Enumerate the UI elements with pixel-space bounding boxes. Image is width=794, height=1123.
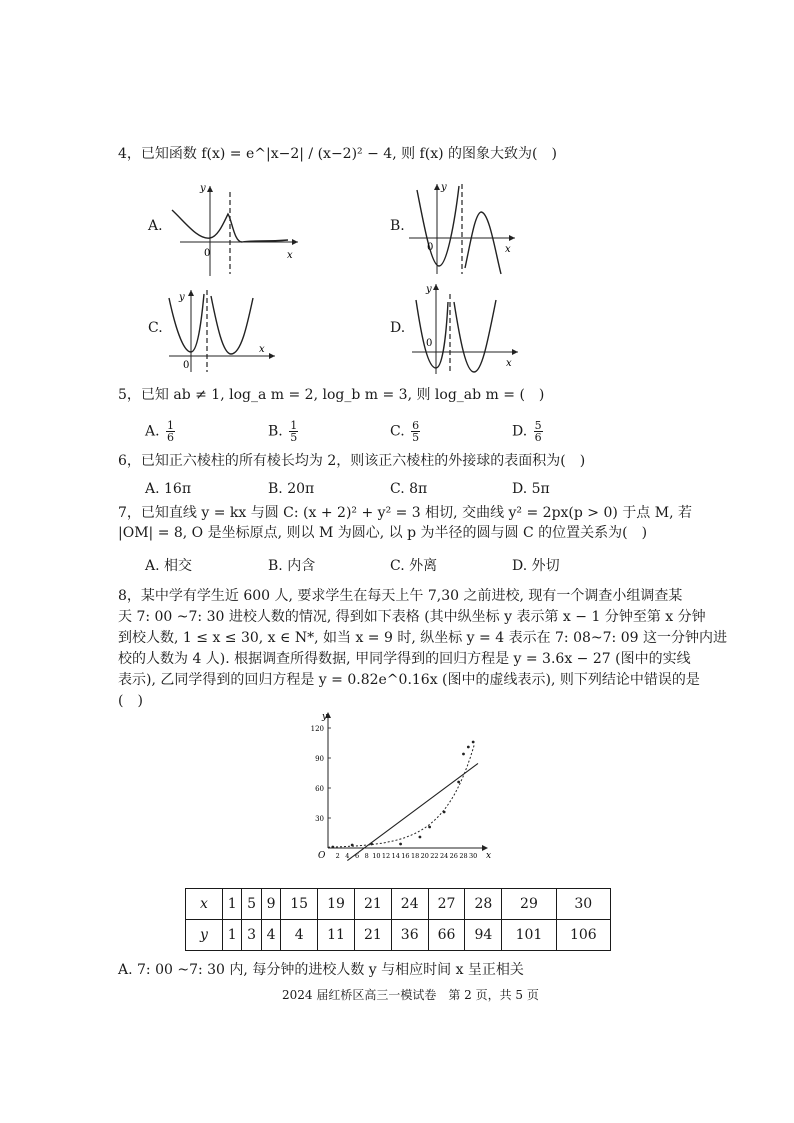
q4-graph-a-x-label: x — [287, 250, 293, 261]
q4-graph-d-origin: 0 — [426, 338, 433, 349]
x-tick-label: 16 — [401, 852, 410, 860]
q7-option-a[interactable]: A. 相交 — [145, 558, 193, 574]
q8-line-3: 到校人数, 1 ≤ x ≤ 30, x ∈ N*, 如当 x = 9 时, 纵坐标 y = 4 表示在 7: 08~7: 09 这一分钟内进 — [118, 630, 727, 646]
dashed-regression-curve — [328, 744, 475, 848]
solid-regression-line — [347, 763, 478, 860]
data-point — [351, 844, 354, 847]
q8-line-2: 天 7: 00 ~7: 30 进校人数的情况, 得到如下表格 (其中纵坐标 y 表示第 x − 1 分钟至第 x 分钟 — [118, 609, 706, 625]
table-cell: 1 — [223, 920, 242, 951]
q8-line-6: ( ) — [118, 693, 143, 709]
q4-stem-text: 4，已知函数 f(x) = e^|x−2| / (x−2)² − 4, 则 f(x) 的图象大致为( ) — [118, 146, 557, 162]
table-cell: 1 — [223, 889, 242, 920]
data-point — [331, 846, 334, 849]
table-row-header: x — [186, 889, 223, 920]
y-axis-label: y — [322, 712, 328, 722]
table-cell: 4 — [261, 920, 280, 951]
table-cell: 21 — [354, 920, 391, 951]
q4-option-d-label[interactable]: D. — [390, 320, 406, 336]
y-tick-label: 30 — [315, 815, 324, 823]
q5-option-b[interactable]: B. $\frac{1}{5}$ — [268, 419, 298, 444]
q5-stem: 5，已知 ab ≠ 1, log_a m = 2, log_b m = 3, 则 log_ab m = ( ) — [118, 387, 545, 403]
q5-option-d-fraction: $\frac{5}{6}$ — [534, 419, 542, 444]
q6-option-d[interactable]: D. 5π — [512, 481, 550, 497]
q4-graph-c-x-label: x — [259, 344, 265, 355]
table-row — [186, 920, 611, 951]
chart-fits — [328, 744, 478, 861]
q4-option-c-label[interactable]: C. — [148, 320, 163, 336]
q4-graph-b-y-label: y — [441, 182, 447, 193]
q4-graph-b[interactable] — [405, 180, 520, 276]
x-tick-label: 22 — [430, 852, 439, 860]
q4-graph-d-x-label: x — [506, 358, 512, 369]
y-tick-label: 120 — [310, 725, 324, 733]
table-cell: 4 — [281, 920, 318, 951]
data-point — [428, 826, 431, 829]
q5-option-b-fraction: $\frac{1}{5}$ — [290, 419, 298, 444]
table-cell: 27 — [428, 889, 465, 920]
q4-graph-d-y-label: y — [426, 284, 432, 295]
x-tick-label: 18 — [410, 852, 420, 860]
x-tick-label: 10 — [372, 852, 381, 860]
table-cell: 36 — [391, 920, 428, 951]
q6-stem: 6，已知正六棱柱的所有棱长均为 2，则该正六棱柱的外接球的表面积为( ) — [118, 453, 586, 469]
table-cell: 11 — [318, 920, 355, 951]
q8-line-5: 表示), 乙同学得到的回归方程是 y = 0.82e^0.16x (图中的虚线表示), 则下列结论中错误的是 — [118, 672, 700, 688]
x-tick-label: 4 — [345, 852, 350, 860]
table-cell: 101 — [502, 920, 556, 951]
table-cell: 5 — [242, 889, 261, 920]
q4-graph-d[interactable] — [408, 280, 523, 376]
table-cell: 28 — [465, 889, 502, 920]
x-tick-label: 30 — [469, 852, 478, 860]
page-footer: 2024 届红桥区高三一模试卷 第 2 页，共 5 页 — [282, 988, 539, 1002]
table-row — [186, 889, 611, 920]
q8-line-1: 8，某中学有学生近 600 人, 要求学生在每天上午 7,30 之前进校, 现有一个调查小组调查某 — [118, 588, 683, 604]
data-point — [443, 811, 446, 814]
q5-option-c[interactable]: C. $\frac{6}{5}$ — [390, 419, 420, 444]
x-tick-label: 26 — [449, 852, 458, 860]
q4-graph-c[interactable] — [165, 286, 280, 376]
table-cell: 106 — [556, 920, 610, 951]
x-tick-label: 12 — [381, 852, 391, 860]
table-cell: 9 — [261, 889, 280, 920]
q4-graph-a[interactable] — [170, 182, 302, 278]
data-point — [399, 843, 402, 846]
x-tick-label: 2 — [335, 852, 340, 860]
q7-line2: |OM| = 8, O 是坐标原点, 则以 M 为圆心, 以 p 为半径的圆与圆 C 的位置关系为( ) — [118, 525, 648, 541]
q7-option-b[interactable]: B. 内含 — [268, 558, 316, 574]
origin-label: O — [318, 851, 326, 861]
q7-option-d[interactable]: D. 外切 — [512, 558, 560, 574]
q6-option-c[interactable]: C. 8π — [390, 481, 428, 497]
table-cell: 15 — [281, 889, 318, 920]
q5-option-c-fraction: $\frac{6}{5}$ — [412, 419, 420, 444]
q8-option-a[interactable]: A. 7: 00 ~7: 30 内, 每分钟的进校人数 y 与相应时间 x 呈正相关 — [118, 962, 524, 978]
table-cell: 3 — [242, 920, 261, 951]
data-point — [457, 781, 460, 784]
q5-option-a[interactable]: A. $\frac{1}{6}$ — [145, 419, 175, 444]
table-cell: 94 — [465, 920, 502, 951]
table-cell: 19 — [318, 889, 355, 920]
table-row-header: y — [186, 920, 223, 951]
q4-graph-b-x-label: x — [505, 244, 511, 255]
x-tick-label: 6 — [354, 852, 360, 860]
chart-axes — [318, 712, 491, 861]
q6-option-b[interactable]: B. 20π — [268, 481, 315, 497]
data-point — [467, 746, 470, 749]
data-point — [370, 843, 373, 846]
data-point — [419, 836, 422, 839]
q5-option-d[interactable]: D. $\frac{5}{6}$ — [512, 419, 542, 444]
table-cell: 66 — [428, 920, 465, 951]
q6-option-a[interactable]: A. 16π — [145, 481, 192, 497]
table-cell: 24 — [391, 889, 428, 920]
data-table — [185, 888, 611, 951]
q7-option-c[interactable]: C. 外离 — [390, 558, 438, 574]
data-point — [462, 753, 465, 756]
q4-graph-a-y-label: y — [200, 183, 206, 194]
q4-graph-c-origin: 0 — [183, 360, 190, 371]
q4-option-a-label[interactable]: A. — [148, 218, 163, 234]
q8-line-4: 校的人数为 4 人). 根据调查所得数据, 甲同学得到的回归方程是 y = 3.6x − 27 (图中的实线 — [118, 651, 691, 667]
q4-option-b-label[interactable]: B. — [390, 218, 405, 234]
y-tick-label: 90 — [315, 755, 324, 763]
chart-points — [331, 741, 474, 849]
x-tick-label: 8 — [364, 852, 369, 860]
y-tick-label: 60 — [315, 785, 324, 793]
q4-stem — [118, 144, 557, 164]
q7-line1: 7，已知直线 y = kx 与圆 C: (x + 2)² + y² = 3 相切, 交曲线 y² = 2px(p > 0) 于点 M, 若 — [118, 505, 692, 521]
chart-ticks — [311, 725, 478, 860]
table-cell: 29 — [502, 889, 556, 920]
q4-graph-b-origin: 0 — [427, 242, 434, 253]
table-cell: 30 — [556, 889, 610, 920]
regression-chart — [300, 710, 490, 880]
x-tick-label: 24 — [439, 852, 449, 860]
q5-option-a-fraction: $\frac{1}{6}$ — [167, 419, 175, 444]
data-point — [472, 741, 475, 744]
x-axis-label: x — [486, 851, 492, 861]
x-tick-label: 20 — [420, 852, 429, 860]
q4-graph-c-y-label: y — [179, 292, 185, 303]
q4-graph-a-origin: 0 — [204, 248, 211, 259]
table-cell: 21 — [354, 889, 391, 920]
x-tick-label: 14 — [391, 852, 400, 860]
x-tick-label: 28 — [459, 852, 468, 860]
